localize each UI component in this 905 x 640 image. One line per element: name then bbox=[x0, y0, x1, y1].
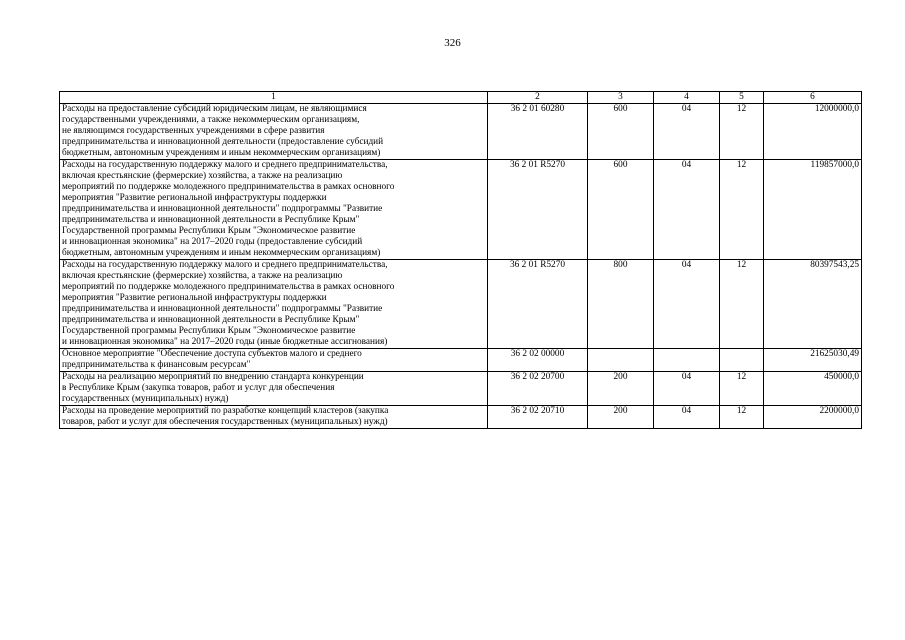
row-code: 36 2 01 R5270 bbox=[488, 260, 588, 349]
row-col-3 bbox=[588, 349, 654, 372]
row-col-3: 200 bbox=[588, 406, 654, 429]
table-row bbox=[60, 349, 862, 372]
row-col-5: 12 bbox=[720, 372, 764, 406]
row-code: 36 2 02 20700 bbox=[488, 372, 588, 406]
row-amount: 21625030,49 bbox=[764, 349, 862, 372]
header-col-5: 5 bbox=[720, 92, 764, 104]
header-col-6: 6 bbox=[764, 92, 862, 104]
table-row bbox=[60, 160, 862, 260]
row-col-5: 12 bbox=[720, 104, 764, 160]
row-code: 36 2 01 60280 bbox=[488, 104, 588, 160]
table-header bbox=[60, 92, 862, 104]
row-col-3: 200 bbox=[588, 372, 654, 406]
table-row bbox=[60, 260, 862, 349]
row-col-5: 12 bbox=[720, 160, 764, 260]
row-col-4: 04 bbox=[654, 104, 720, 160]
row-col-3: 600 bbox=[588, 104, 654, 160]
row-col-3: 600 bbox=[588, 160, 654, 260]
row-description: Расходы на государственную поддержку малого и среднего предпринимательства, включая крестьянские (фермерские) хозяйства, а также на реализацию мероприятий по поддержке молодежного предпринимательства в рамках основного мероприятия "Развитие региональной инфраструктуры поддержки предпринимательства и инновационной деятельности" подпрограммы "Развитие предпринимательства и инновационной деятельности в Республике Крым" Государственной программы Республики Крым "Экономическое развитие и инновационная экономика" на 2017–2020 годы (иные бюджетные ассигнования) bbox=[60, 260, 488, 349]
row-description: Расходы на реализацию мероприятий по внедрению стандарта конкуренции в Республике Крым (закупка товаров, работ и услуг для обеспечения государственных (муниципальных) нужд) bbox=[60, 372, 488, 406]
row-amount: 2200000,0 bbox=[764, 406, 862, 429]
row-amount: 12000000,0 bbox=[764, 104, 862, 160]
row-col-4: 04 bbox=[654, 372, 720, 406]
header-col-4: 4 bbox=[654, 92, 720, 104]
page-number: 326 bbox=[444, 37, 461, 49]
row-code: 36 2 02 20710 bbox=[488, 406, 588, 429]
row-col-4: 04 bbox=[654, 260, 720, 349]
row-description: Расходы на предоставление субсидий юридическим лицам, не являющимися государственными учреждениями, а также некоммерческим организациям, не являющимся государственных учреждениями в сфере развития предпринимательства и инновационной деятельности (предоставление субсидий бюджетным, автономным учреждениям и иным некоммерческим организациям) bbox=[60, 104, 488, 160]
row-col-4 bbox=[654, 349, 720, 372]
row-col-4: 04 bbox=[654, 406, 720, 429]
table-row bbox=[60, 104, 862, 160]
table-row bbox=[60, 372, 862, 406]
header-col-1: 1 bbox=[60, 92, 488, 104]
header-col-2: 2 bbox=[488, 92, 588, 104]
header-row bbox=[60, 92, 862, 104]
table-row bbox=[60, 406, 862, 429]
header-col-3: 3 bbox=[588, 92, 654, 104]
row-description: Основное мероприятие "Обеспечение доступа субъектов малого и среднего предпринимательства к финансовым ресурсам" bbox=[60, 349, 488, 372]
row-col-3: 800 bbox=[588, 260, 654, 349]
row-description: Расходы на проведение мероприятий по разработке концепций кластеров (закупка товаров, работ и услуг для обеспечения государственных (муниципальных) нужд) bbox=[60, 406, 488, 429]
row-col-5 bbox=[720, 349, 764, 372]
row-col-5: 12 bbox=[720, 260, 764, 349]
row-amount: 119857000,0 bbox=[764, 160, 862, 260]
row-code: 36 2 01 R5270 bbox=[488, 160, 588, 260]
row-description: Расходы на государственную поддержку малого и среднего предпринимательства, включая крестьянские (фермерские) хозяйства, а также на реализацию мероприятий по поддержке молодежного предпринимательства в рамках основного мероприятия "Развитие региональной инфраструктуры поддержки предпринимательства и инновационной деятельности" подпрограммы "Развитие предпринимательства и инновационной деятельности в Республике Крым" Государственной программы Республики Крым "Экономическое развитие и инновационная экономика" на 2017–2020 годы (предоставление субсидий бюджетным, автономным учреждениям и иным некоммерческим организациям) bbox=[60, 160, 488, 260]
row-amount: 80397543,25 bbox=[764, 260, 862, 349]
row-amount: 450000,0 bbox=[764, 372, 862, 406]
row-col-5: 12 bbox=[720, 406, 764, 429]
table-body bbox=[60, 104, 862, 429]
row-col-4: 04 bbox=[654, 160, 720, 260]
row-code: 36 2 02 00000 bbox=[488, 349, 588, 372]
budget-table bbox=[59, 91, 862, 429]
